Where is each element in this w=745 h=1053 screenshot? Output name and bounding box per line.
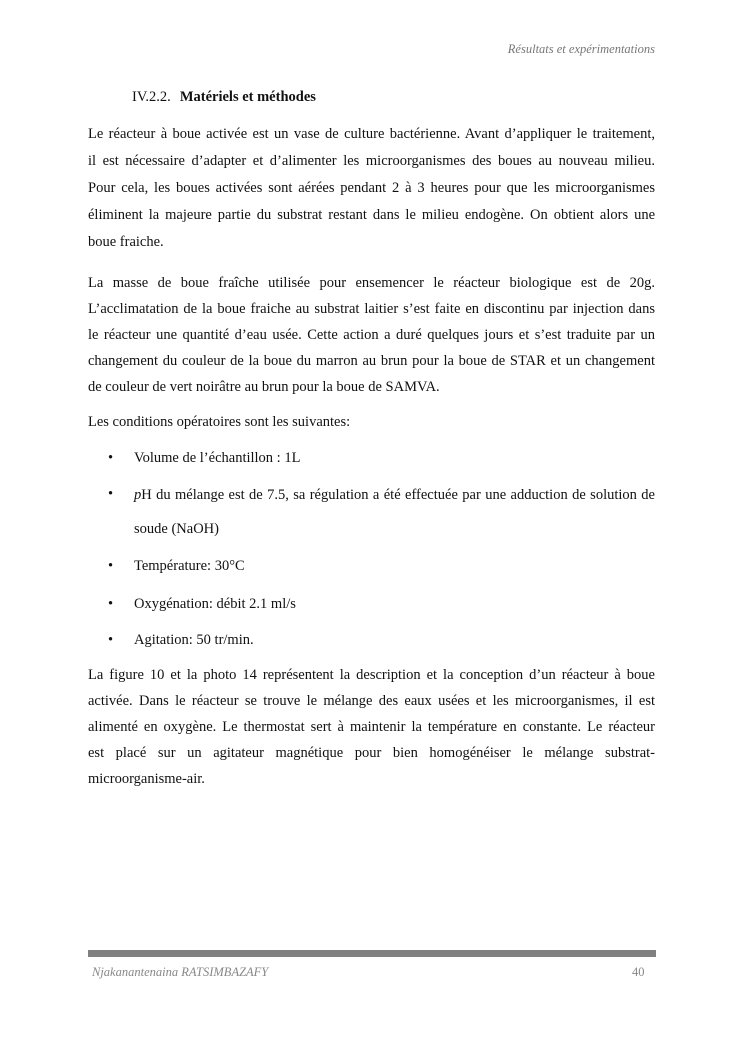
bullet-text — [134, 486, 655, 547]
text-line: est placé sur un agitateur magnétique pour bien homogénéiser le mélange substrat- — [88, 745, 655, 761]
footer-divider — [88, 950, 656, 957]
paragraph-2 — [88, 274, 655, 404]
section-heading — [132, 89, 316, 106]
text-line: changement du couleur de la boue du marron au brun pour la boue de STAR et un changement — [88, 353, 655, 369]
paragraph-1 — [88, 125, 655, 260]
paragraph-3 — [88, 413, 655, 440]
section-number: IV.2.2. — [132, 89, 171, 105]
text-line: il est nécessaire d’adapter et d’alimenter les microorganismes des boues au nouveau milieu. — [88, 153, 655, 169]
section-title: Matériels et méthodes — [179, 89, 316, 105]
text-line: boue fraiche. — [88, 234, 164, 250]
text-line: Le réacteur à boue activée est un vase de culture bactérienne. Avant d’appliquer le traitement, — [88, 126, 655, 142]
text-line: microorganisme-air. — [88, 771, 205, 787]
footer-author: Njakanantenaina RATSIMBAZAFY — [92, 965, 269, 979]
text-line: le réacteur une quantité d’eau usée. Cette action a duré quelques jours et s’est traduite par un — [88, 327, 655, 343]
text-line — [134, 486, 655, 520]
text-line: soude (NaOH) — [134, 521, 219, 537]
bullet-icon: • — [108, 486, 114, 502]
paragraph-4 — [88, 666, 655, 796]
running-header: Résultats et expérimentations — [507, 42, 655, 56]
text-line: éliminent la majeure partie du substrat restant dans le milieu endogène. On obtient alors une — [88, 207, 655, 223]
text-line: alimenté en oxygène. Le thermostat sert à maintenir la température en constante. Le réacteur — [88, 719, 655, 735]
bullet-icon: • — [108, 596, 114, 612]
text-line: L’acclimatation de la boue fraiche au substrat laitier s’est faite en discontinu par injection dans — [88, 301, 655, 317]
text-line: La masse de boue fraîche utilisée pour ensemencer le réacteur biologique est de 20g. — [88, 275, 655, 291]
bullet-text: Agitation: 50 tr/min. — [134, 632, 254, 648]
bullet-icon: • — [108, 632, 114, 648]
italic-p: p — [134, 487, 142, 503]
bullet-text: Température: 30°C — [134, 558, 245, 574]
bullet-text: Volume de l’échantillon : 1L — [134, 450, 301, 466]
bullet-icon: • — [108, 450, 114, 466]
text-span: H du mélange est de 7.5, sa régulation a été effectuée par une adduction de solution de — [141, 487, 655, 503]
bullet-text: Oxygénation: débit 2.1 ml/s — [134, 596, 296, 612]
text-line: de couleur de vert noirâtre au brun pour la boue de SAMVA. — [88, 379, 440, 395]
text-line: activée. Dans le réacteur se trouve le mélange des eaux usées et les microorganismes, il est — [88, 693, 655, 709]
text-line: Les conditions opératoires sont les suivantes: — [88, 414, 351, 430]
text-line: Pour cela, les boues activées sont aérées pendant 2 à 3 heures pour que les microorganismes — [88, 180, 655, 196]
page-number: 40 — [632, 965, 645, 979]
text-line: La figure 10 et la photo 14 représentent la description et la conception d’un réacteur à boue — [88, 667, 655, 683]
bullet-icon: • — [108, 558, 114, 574]
